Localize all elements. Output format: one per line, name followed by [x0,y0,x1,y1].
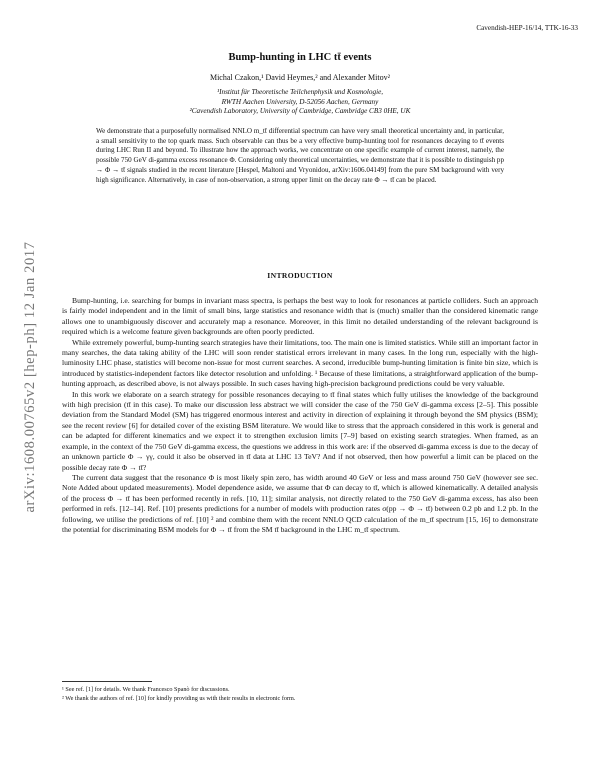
abstract [96,127,504,185]
body-text [62,296,538,535]
paragraph: In this work we elaborate on a search strategy for possible resonances decaying to tt̄ final states which fully utilises the knowledge of the background with high precision (tt̄ in this case). To make our discussion less abstract we will consider the case of the 750 GeV di-gamma excess [2–5]. This possible deviation from the Standard Model (SM) has triggered enormous interest and activity in direction of explaining it through beyond the SM physics (BSM); see the recent review [6] for detailed cover of the existing BSM literature. We would like to stress that the approach considered in this work is general and can be adapted for different kinematics and we expect it to strengthen exclusion limits [7–9] based on existing search strategies. When framed, as an example, in the context of the 750 GeV di-gamma excess, the questions we address in this work are: if the observed di-gamma excess is due to the decay of an unknown particle Φ → γγ, could it also be observed in tt̄ data at LHC 13 TeV? And if not observed, then how powerful a limit can be placed on the possible decay rate Φ → tt̄? [62,389,538,472]
affiliation-line: ¹Institut für Theoretische Teilchenphysik und Kosmologie, [216,88,384,96]
section-heading: INTRODUCTION [267,271,333,280]
arxiv-stamp[interactable]: arXiv:1608.00765v2 [hep-ph] 12 Jan 2017 [22,241,38,513]
affiliation-line: ²Cavendish Laboratory, University of Cambridge, Cambridge CB3 0HE, UK [189,107,411,115]
report-number: Cavendish-HEP-16/14, TTK-16-33 [476,24,578,32]
footnote-divider [62,681,152,682]
affiliations [62,88,538,117]
footnote: ¹ See ref. [1] for details. We thank Francesco Spanò for discussions. [62,686,230,693]
paper-title: Bump-hunting in LHC tt̄ events [228,52,372,63]
footnotes [62,681,538,703]
paragraph: The current data suggest that the resonance Φ is most likely spin zero, has width around 40 GeV or less and mass around 750 GeV (however see sec. Note Added about updated measurements). Model dependence aside, we assume that Φ can decay to tt̄, which is allowed kinematically. A detailed analysis of the process Φ → tt̄ has been performed recently in refs. [10, 11]; similar analysis, not directly related to the 750 GeV di-gamma excess, has also been performed in refs. [12–14]. Ref. [10] presents predictions for a number of models with production rates σ(pp → Φ → tt̄) between 0.2 pb and 1.2 pb. In the following, we utilise the predictions of ref. [10] ² and combine them with the recent NNLO QCD calculation of the m_tt̄ spectrum [15, 16] to demonstrate the potential for discriminating BSM models for Φ → tt̄ from the SM tt̄ background in the LHC m_tt̄ spectrum. [62,472,538,534]
paragraph: Bump-hunting, i.e. searching for bumps in invariant mass spectra, is perhaps the best way to look for resonances at particle colliders. Such an approach is fairly model independent and in the limit of small bins, large statistics and resonance width that is (much) smaller than the considered kinematic range allows one to unambiguously discover and accurately map a resonance. Moreover, in this limit no detailed understanding of the relevant background is required which is a welcome feature given backgrounds are often poorly predicted. [62,296,538,337]
abstract-text: We demonstrate that a purposefully normalised NNLO m_tt̄ differential spectrum can have very small theoretical uncertainty and, in particular, a small sensitivity to the top quark mass. Such observable can thus be a very effective bump-hunting tool for resonances decaying to tt̄ events during LHC Run II and beyond. To illustrate how the approach works, we concentrate on one specific example of current interest, namely, the possible 750 GeV di-gamma excess resonance Φ. Considering only theoretical uncertainties, we demonstrate that it is possible to distinguish pp → Φ → tt̄ signals studied in the recent literature [Hespel, Maltoni and Vryonidou, arXiv:1606.04149] from the pure SM background with very high significance. Alternatively, in case of non-observation, a strong upper limit on the decay rate Φ → tt̄ can be placed. [96,127,504,184]
paragraph: While extremely powerful, bump-hunting search strategies have their limitations, too. The main one is limited statistics. While still an important factor in many searches, the data taking ability of the LHC will soon render statistical errors irrelevant in many cases. In the long run, especially with the high-luminosity LHC phase, statistics will become non-issue for most current searches. A second, irreducible bump-hunting limitation is finite bin size, which is introduced by statistics-independent factors like detector resolution and unfolding. ¹ Because of these limitations, a straightforward application of the bump-hunting approach, as described above, is not always possible. In such cases having high-precision background predictions could be very valuable. [62,337,538,389]
affiliation-line: RWTH Aachen University, D-52056 Aachen, Germany [221,97,379,106]
footnote: ² We thank the authors of ref. [10] for kindly providing us with their results in electronic form. [62,694,296,702]
author-list: Michal Czakon,¹ David Heymes,² and Alexander Mitov² [209,73,391,82]
